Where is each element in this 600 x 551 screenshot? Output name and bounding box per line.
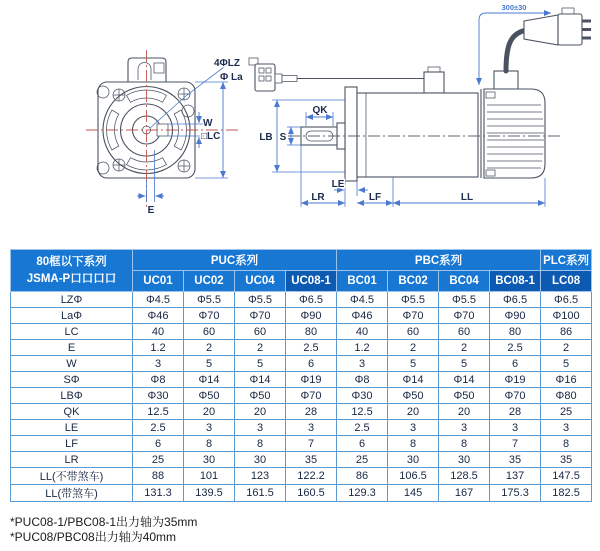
dimension-value-cell: 182.5 xyxy=(541,485,592,502)
shaft-dia-label: S xyxy=(279,132,287,143)
dimension-value-cell: 40 xyxy=(133,324,184,340)
dimension-value-cell: 161.5 xyxy=(235,485,286,502)
square-size-label: □LC xyxy=(201,131,221,142)
dimension-value-cell: Φ14 xyxy=(184,372,235,388)
dimension-value-cell: 175.3 xyxy=(490,485,541,502)
dimension-value-cell: Φ80 xyxy=(541,388,592,404)
dimension-value-cell: Φ90 xyxy=(490,308,541,324)
dimension-value-cell: 3 xyxy=(388,420,439,436)
rear-housing xyxy=(484,89,545,178)
model-column-header: BC04 xyxy=(439,271,490,292)
dimension-value-cell: 129.3 xyxy=(337,485,388,502)
table-row xyxy=(11,485,592,502)
motor-side-view xyxy=(249,3,591,207)
dimension-row-label: SΦ xyxy=(11,372,133,388)
dimension-value-cell: 5 xyxy=(235,356,286,372)
offset-label: E xyxy=(147,205,155,216)
dimension-value-cell: 2 xyxy=(541,340,592,356)
dimension-value-cell: 20 xyxy=(388,404,439,420)
dimension-value-cell: 28 xyxy=(286,404,337,420)
dimension-value-cell: 3 xyxy=(184,420,235,436)
dimension-value-cell: 137 xyxy=(490,468,541,485)
dimension-value-cell: 139.5 xyxy=(184,485,235,502)
dimension-value-cell: Φ6.5 xyxy=(286,292,337,308)
dimension-row-label: W xyxy=(11,356,133,372)
dimension-value-cell: Φ19 xyxy=(286,372,337,388)
dimension-value-cell: Φ70 xyxy=(184,308,235,324)
dimension-value-cell: 5 xyxy=(388,356,439,372)
table-row xyxy=(11,388,592,404)
dimension-value-cell: Φ70 xyxy=(439,308,490,324)
dimension-value-cell: Φ5.5 xyxy=(184,292,235,308)
dimension-value-cell: 3 xyxy=(490,420,541,436)
dimension-value-cell: 128.5 xyxy=(439,468,490,485)
dimension-value-cell: 6 xyxy=(490,356,541,372)
cable-length-label: 300±30 xyxy=(501,3,527,12)
dimension-value-cell: Φ30 xyxy=(337,388,388,404)
dimension-value-cell: 5 xyxy=(184,356,235,372)
spec-table xyxy=(10,249,592,502)
dimension-value-cell: 3 xyxy=(133,356,184,372)
key-width-label: W xyxy=(203,118,213,129)
dimension-value-cell: Φ70 xyxy=(235,308,286,324)
dimension-value-cell: Φ19 xyxy=(490,372,541,388)
model-column-header: UC08-1 xyxy=(286,271,337,292)
dimension-value-cell: 30 xyxy=(235,452,286,468)
dimension-value-cell: 2 xyxy=(388,340,439,356)
dimension-value-cell: 7 xyxy=(286,436,337,452)
dimension-value-cell: 25 xyxy=(541,404,592,420)
table-row xyxy=(11,404,592,420)
dimension-value-cell: 35 xyxy=(490,452,541,468)
dimension-value-cell: Φ100 xyxy=(541,308,592,324)
dimension-value-cell: 8 xyxy=(235,436,286,452)
dimension-value-cell: 2 xyxy=(184,340,235,356)
dimension-value-cell: 5 xyxy=(439,356,490,372)
dimension-diagram xyxy=(0,0,600,240)
flange-plate xyxy=(345,87,357,181)
dimension-value-cell: Φ5.5 xyxy=(388,292,439,308)
key-length-label: QK xyxy=(312,105,328,116)
dimension-row-label: LL(带煞车) xyxy=(11,485,133,502)
dimension-value-cell: Φ50 xyxy=(235,388,286,404)
pilot-dia-label: LB xyxy=(259,132,273,143)
dimension-value-cell: Φ14 xyxy=(439,372,490,388)
dimension-value-cell: 2.5 xyxy=(133,420,184,436)
dimension-value-cell: Φ50 xyxy=(388,388,439,404)
dimension-value-cell: 60 xyxy=(388,324,439,340)
dimension-value-cell: 86 xyxy=(541,324,592,340)
dimension-row-label: LL(不带煞车) xyxy=(11,468,133,485)
dimension-value-cell: Φ46 xyxy=(337,308,388,324)
dimension-value-cell: 12.5 xyxy=(133,404,184,420)
series-group-header: PBC系列 xyxy=(337,250,541,271)
dimension-value-cell: Φ8 xyxy=(133,372,184,388)
table-row xyxy=(11,340,592,356)
dimension-value-cell: 88 xyxy=(133,468,184,485)
dimension-value-cell: 5 xyxy=(541,356,592,372)
lr-label: LR xyxy=(311,192,325,203)
dimension-value-cell: 2.5 xyxy=(286,340,337,356)
dimension-row-label: LaΦ xyxy=(11,308,133,324)
spec-table-body xyxy=(11,292,592,502)
dimension-value-cell: 2.5 xyxy=(490,340,541,356)
footnote-line: *PUC08/PBC08出力轴为40mm xyxy=(10,530,177,544)
dimension-value-cell: 167 xyxy=(439,485,490,502)
dimension-value-cell: 25 xyxy=(133,452,184,468)
dimension-value-cell: Φ8 xyxy=(337,372,388,388)
le-label: LE xyxy=(331,179,345,190)
model-column-header: UC02 xyxy=(184,271,235,292)
dimension-row-label: LC xyxy=(11,324,133,340)
dimension-row-label: LE xyxy=(11,420,133,436)
dimension-value-cell: 3 xyxy=(337,356,388,372)
power-cable-exit xyxy=(494,71,518,89)
table-row xyxy=(11,436,592,452)
model-column-header: BC08-1 xyxy=(490,271,541,292)
dimension-value-cell: 6 xyxy=(133,436,184,452)
dimension-value-cell: 3 xyxy=(235,420,286,436)
dimension-value-cell: 7 xyxy=(490,436,541,452)
dimension-value-cell: 160.5 xyxy=(286,485,337,502)
series-group-header: PLC系列 xyxy=(541,250,592,271)
dimension-value-cell: 20 xyxy=(439,404,490,420)
dimension-value-cell: 20 xyxy=(235,404,286,420)
dimension-value-cell: 60 xyxy=(235,324,286,340)
dimension-value-cell: Φ46 xyxy=(133,308,184,324)
model-column-header: UC04 xyxy=(235,271,286,292)
table-row xyxy=(11,308,592,324)
motor-body xyxy=(357,93,478,177)
dimension-value-cell: Φ4.5 xyxy=(337,292,388,308)
model-column-header: LC08 xyxy=(541,271,592,292)
dimension-value-cell: 6 xyxy=(286,356,337,372)
dimension-value-cell: 35 xyxy=(541,452,592,468)
dimension-value-cell: 20 xyxy=(184,404,235,420)
dimension-value-cell: 3 xyxy=(286,420,337,436)
dimension-value-cell: 2 xyxy=(439,340,490,356)
ll-label: LL xyxy=(460,192,474,203)
flange-dia-label: Φ La xyxy=(220,72,243,83)
dimension-value-cell: 86 xyxy=(337,468,388,485)
dimension-value-cell: 30 xyxy=(439,452,490,468)
dimension-value-cell: 60 xyxy=(439,324,490,340)
table-row xyxy=(11,452,592,468)
dimension-value-cell: Φ90 xyxy=(286,308,337,324)
dimension-row-label: E xyxy=(11,340,133,356)
dimension-value-cell: 8 xyxy=(184,436,235,452)
dimension-value-cell: 123 xyxy=(235,468,286,485)
footnote-line: *PUC08-1/PBC08-1出力轴为35mm xyxy=(10,515,198,529)
footnotes xyxy=(10,515,600,545)
dimension-row-label: LF xyxy=(11,436,133,452)
dimension-value-cell: Φ50 xyxy=(184,388,235,404)
dimension-value-cell: Φ6.5 xyxy=(490,292,541,308)
model-column-header: UC01 xyxy=(133,271,184,292)
series-model-pattern: JSMA-P口口口口 xyxy=(26,272,117,285)
lf-label: LF xyxy=(368,192,382,203)
dimension-value-cell: 1.2 xyxy=(133,340,184,356)
dimension-row-label: LR xyxy=(11,452,133,468)
dimension-value-cell: 8 xyxy=(388,436,439,452)
dimension-value-cell: 40 xyxy=(337,324,388,340)
table-row xyxy=(11,356,592,372)
table-row xyxy=(11,292,592,308)
dimension-value-cell: 2 xyxy=(235,340,286,356)
dimension-value-cell: Φ30 xyxy=(133,388,184,404)
dimension-row-label: LBΦ xyxy=(11,388,133,404)
power-plug xyxy=(558,14,582,45)
dimension-value-cell: Φ4.5 xyxy=(133,292,184,308)
dimension-value-cell: 30 xyxy=(388,452,439,468)
model-column-header: BC01 xyxy=(337,271,388,292)
dimension-value-cell: Φ6.5 xyxy=(541,292,592,308)
model-column-header: BC02 xyxy=(388,271,439,292)
dimension-value-cell: 3 xyxy=(541,420,592,436)
dimension-row-label: QK xyxy=(11,404,133,420)
table-corner-header xyxy=(11,250,133,292)
bolt-holes-label: 4ΦLZ xyxy=(214,58,240,69)
dimension-value-cell: 25 xyxy=(337,452,388,468)
dimension-value-cell: Φ14 xyxy=(235,372,286,388)
spec-table-head xyxy=(11,250,592,292)
dimension-value-cell: Φ70 xyxy=(490,388,541,404)
dimension-value-cell: Φ70 xyxy=(286,388,337,404)
dimension-value-cell: 8 xyxy=(541,436,592,452)
dimension-value-cell: Φ5.5 xyxy=(235,292,286,308)
dimension-value-cell: Φ16 xyxy=(541,372,592,388)
dimension-value-cell: 1.2 xyxy=(337,340,388,356)
dimension-value-cell: 80 xyxy=(286,324,337,340)
dimension-value-cell: 80 xyxy=(490,324,541,340)
table-row xyxy=(11,372,592,388)
dimension-value-cell: 12.5 xyxy=(337,404,388,420)
dimension-value-cell: 147.5 xyxy=(541,468,592,485)
table-row xyxy=(11,420,592,436)
dimension-value-cell: 131.3 xyxy=(133,485,184,502)
dimension-value-cell: 145 xyxy=(388,485,439,502)
table-row xyxy=(11,324,592,340)
dimension-value-cell: 101 xyxy=(184,468,235,485)
motor-front-view xyxy=(86,50,243,216)
dimension-value-cell: 30 xyxy=(184,452,235,468)
dimension-value-cell: 8 xyxy=(439,436,490,452)
dimension-value-cell: 122.2 xyxy=(286,468,337,485)
series-group-header: PUC系列 xyxy=(133,250,337,271)
dimension-value-cell: 28 xyxy=(490,404,541,420)
dimension-value-cell: Φ5.5 xyxy=(439,292,490,308)
series-frame-title: 80框以下系列 xyxy=(36,255,107,268)
dimension-value-cell: 6 xyxy=(337,436,388,452)
dimension-value-cell: Φ14 xyxy=(388,372,439,388)
dimension-value-cell: 2.5 xyxy=(337,420,388,436)
table-row xyxy=(11,468,592,485)
dimension-value-cell: 106.5 xyxy=(388,468,439,485)
dimension-value-cell: 35 xyxy=(286,452,337,468)
dimension-value-cell: 60 xyxy=(184,324,235,340)
power-plug-boot xyxy=(524,15,558,45)
dimension-value-cell: Φ50 xyxy=(439,388,490,404)
dimension-value-cell: 3 xyxy=(439,420,490,436)
dimension-row-label: LZΦ xyxy=(11,292,133,308)
dimension-value-cell: Φ70 xyxy=(388,308,439,324)
